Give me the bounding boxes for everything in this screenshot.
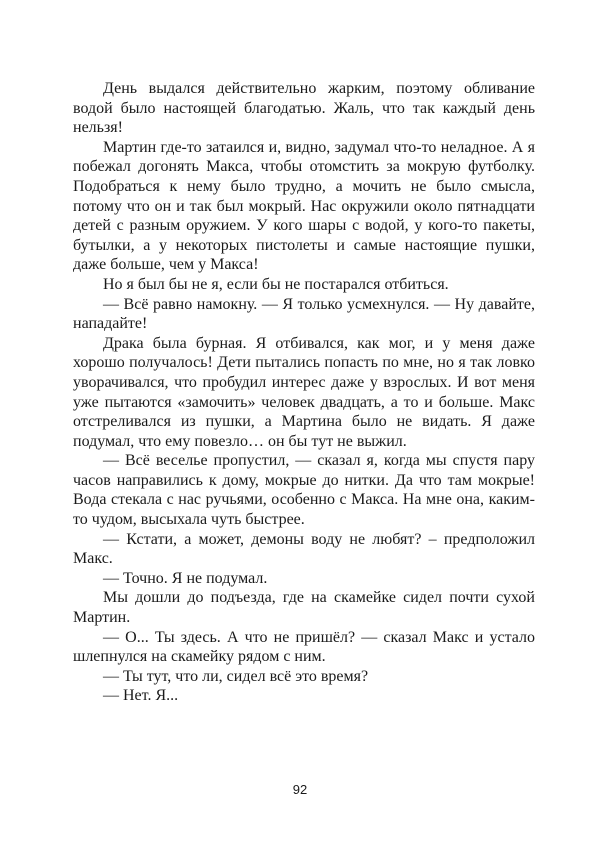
paragraph-11: — Ты тут, что ли, сидел всё это время? bbox=[103, 667, 369, 685]
paragraph-7: — Кстати, а может, демоны воду не любят? – предположил Макс. bbox=[73, 530, 535, 568]
paragraph-4: — Всё равно намокну. — Я только усмехнулся. — Ну давайте, нападайте! bbox=[73, 295, 535, 333]
paragraph-5: Драка была бурная. Я отбивался, как мог, и у меня даже хорошо получалось! Дети пытались попасть по мне, но я так ловко уворачивался, что пробудил интерес даже у взрослых. И вот меня уже пытаются «замочить» человек двадцать, а то и больше. Макс отстреливался из пушки, а Мартина было не видать. Я даже подумал, что ему повезло… он бы тут не выжил. bbox=[73, 334, 535, 450]
page-number: 92 bbox=[292, 782, 308, 797]
body-text bbox=[73, 79, 535, 706]
paragraph-9: Мы дошли до подъезда, где на скамейке сидел почти сухой Мартин. bbox=[73, 589, 535, 627]
paragraph-10: — О... Ты здесь. А что не пришёл? — сказал Макс и устало шлепнулся на скамейку рядом с ним. bbox=[73, 628, 535, 666]
paragraph-3: Но я был бы не я, если бы не постарался отбиться. bbox=[103, 275, 449, 293]
paragraph-2: Мартин где-то затаился и, видно, задумал что-то неладное. А я побежал догонять Макса, чтобы отомстить за мокрую футболку. Подобраться к нему было трудно, а мочить не было смысла, потому что он и так был мокрый. Нас окружили около пятнадцати детей с разным оружием. У кого шары с водой, у кого-то пакеты, бутылки, а у некоторых пистолеты и самые настоящие пушки, даже больше, чем у Макса! bbox=[73, 138, 535, 274]
paragraph-8: — Точно. Я не подумал. bbox=[103, 569, 268, 587]
paragraph-6: — Всё веселье пропустил, — сказал я, когда мы спустя пару часов направились к дому, мокрые до нитки. Да что там мокрые! Вода стекала с нас ручьями, особенно с Макса. На мне она, каким-то чудом, высыхала чуть быстрее. bbox=[73, 452, 535, 529]
paragraph-1: День выдался действительно жарким, поэтому обливание водой было настоящей благодатью. Жаль, что так каждый день нельзя! bbox=[73, 80, 535, 137]
paragraph-12: — Нет. Я... bbox=[103, 687, 179, 705]
